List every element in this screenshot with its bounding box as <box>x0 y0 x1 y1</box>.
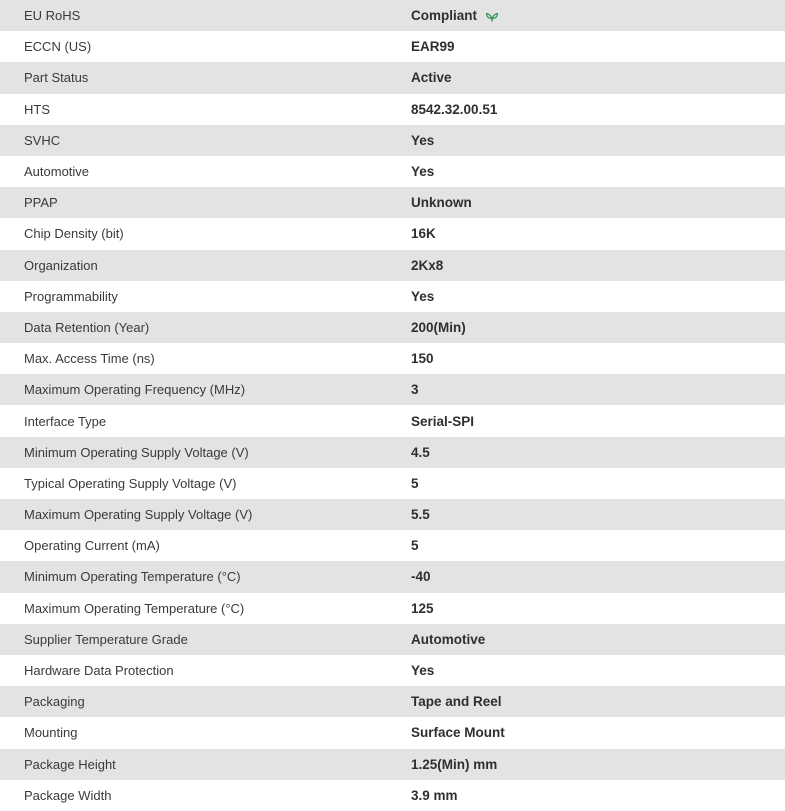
spec-label: Typical Operating Supply Voltage (V) <box>24 475 237 491</box>
spec-value: 5.5 <box>411 507 430 523</box>
spec-row <box>0 156 785 187</box>
spec-row <box>0 561 785 592</box>
spec-value: Yes <box>411 164 435 180</box>
spec-label: Data Retention (Year) <box>24 319 150 335</box>
spec-value: Serial-SPI <box>411 413 475 429</box>
spec-value: 4.5 <box>411 444 430 460</box>
spec-row <box>0 624 785 655</box>
spec-value: 125 <box>411 600 434 616</box>
spec-row <box>0 499 785 530</box>
spec-label: Supplier Temperature Grade <box>24 631 188 647</box>
spec-label: Packaging <box>24 694 85 710</box>
spec-row <box>0 468 785 499</box>
spec-label: Mounting <box>24 725 78 741</box>
spec-row <box>0 312 785 343</box>
spec-value-cell <box>411 0 785 31</box>
spec-label: Programmability <box>24 288 118 304</box>
spec-label: PPAP <box>24 195 58 211</box>
spec-label: Maximum Operating Frequency (MHz) <box>24 382 246 398</box>
spec-value: Active <box>411 70 452 86</box>
spec-value: EAR99 <box>411 39 455 55</box>
spec-row <box>0 593 785 624</box>
spec-row-eu-rohs <box>0 0 785 31</box>
spec-row <box>0 218 785 249</box>
spec-value: Yes <box>411 132 435 148</box>
spec-label: Automotive <box>24 164 90 180</box>
leaf-icon <box>485 10 499 22</box>
spec-row <box>0 281 785 312</box>
spec-value: 8542.32.00.51 <box>411 101 498 117</box>
spec-row <box>0 250 785 281</box>
spec-row <box>0 187 785 218</box>
spec-value: Compliant <box>411 8 477 24</box>
spec-row <box>0 125 785 156</box>
spec-row <box>0 780 785 811</box>
spec-row <box>0 437 785 468</box>
spec-value: 5 <box>411 538 419 554</box>
spec-label: SVHC <box>24 132 61 148</box>
spec-value: Yes <box>411 663 435 679</box>
spec-value: 150 <box>411 351 434 367</box>
spec-value: 200(Min) <box>411 319 466 335</box>
spec-value: 2Kx8 <box>411 257 444 273</box>
spec-value: Automotive <box>411 631 486 647</box>
spec-label: Minimum Operating Supply Voltage (V) <box>24 444 249 460</box>
spec-label: Package Height <box>24 756 116 772</box>
spec-row <box>0 530 785 561</box>
spec-value: -40 <box>411 569 431 585</box>
spec-label: EU RoHS <box>24 8 81 24</box>
spec-label: Hardware Data Protection <box>24 663 174 679</box>
spec-label: Chip Density (bit) <box>24 226 124 242</box>
spec-row <box>0 405 785 436</box>
spec-label: Operating Current (mA) <box>24 538 160 554</box>
spec-label: Minimum Operating Temperature (°C) <box>24 569 241 585</box>
spec-label: Organization <box>24 257 98 273</box>
spec-value: Yes <box>411 288 435 304</box>
spec-value: Tape and Reel <box>411 694 502 710</box>
spec-value: 5 <box>411 475 419 491</box>
spec-value: Unknown <box>411 195 472 211</box>
spec-value: 3.9 mm <box>411 787 458 803</box>
spec-label: Maximum Operating Temperature (°C) <box>24 600 245 616</box>
spec-label: Package Width <box>24 787 112 803</box>
spec-row <box>0 717 785 748</box>
spec-row <box>0 31 785 62</box>
spec-label: Interface Type <box>24 413 107 429</box>
spec-value: 1.25(Min) mm <box>411 756 498 772</box>
spec-label: Maximum Operating Supply Voltage (V) <box>24 507 253 523</box>
spec-value: 16K <box>411 226 436 242</box>
spec-label: Max. Access Time (ns) <box>24 351 155 367</box>
spec-label: ECCN (US) <box>24 39 92 55</box>
spec-row <box>0 94 785 125</box>
spec-row <box>0 343 785 374</box>
spec-label: HTS <box>24 101 50 117</box>
spec-label: Part Status <box>24 70 89 86</box>
spec-row <box>0 374 785 405</box>
spec-row <box>0 749 785 780</box>
spec-row <box>0 686 785 717</box>
spec-value: Surface Mount <box>411 725 505 741</box>
spec-row <box>0 655 785 686</box>
spec-row <box>0 62 785 93</box>
spec-value: 3 <box>411 382 419 398</box>
